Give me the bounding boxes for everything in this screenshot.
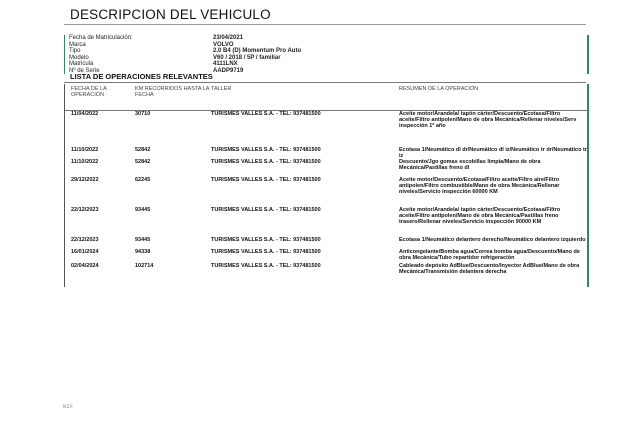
- operation-summary: Aceite motor/Arandela/ tapón cárter/Descuento/Ecotasa/Filtro aceite/Filtro antipolen/Mano de obra Mecánica/Pastillas freno trasero/Rellenar niveles/Servicio inspección 90000 KM: [399, 207, 561, 226]
- operation-km: 93445: [135, 237, 151, 243]
- vehicle-value: AADP9719: [213, 67, 244, 74]
- operation-shop: TURISMES VALLES S.A. - TEL: 937481500: [211, 249, 321, 255]
- table-row: [65, 177, 587, 207]
- column-header-summary: RESUMEN DE LA OPERACIÓN: [399, 86, 479, 92]
- table-row: [65, 159, 587, 177]
- operation-km: 62245: [135, 177, 151, 183]
- operation-date: 22/12/2023: [71, 207, 99, 213]
- operation-shop: TURISMES VALLES S.A. - TEL: 937481500: [211, 177, 321, 183]
- vehicle-value: 4111LNX: [213, 61, 238, 67]
- operation-summary: Ecotasa 1/Neumático delantero derecho/Neumático delantero izquierdo: [399, 237, 586, 243]
- table-body: [65, 111, 587, 287]
- table-row: [65, 111, 587, 147]
- vehicle-value: VOLVO: [213, 41, 234, 48]
- table-row: [65, 237, 587, 249]
- vehicle-details: [64, 35, 589, 74]
- table-row: [65, 249, 587, 263]
- operation-date: 11/04/2022: [71, 111, 99, 117]
- footer-nif: NIF: [63, 404, 74, 410]
- operation-km: 30710: [135, 111, 151, 117]
- operation-km: 93445: [135, 207, 151, 213]
- vehicle-label: Marca: [69, 41, 86, 48]
- vehicle-value: V60 / 2018 / 5P / familiar: [213, 54, 281, 61]
- operation-shop: TURISMES VALLES S.A. - TEL: 937481500: [211, 237, 321, 243]
- table-row: [65, 263, 587, 287]
- operation-date: 11/10/2022: [71, 159, 99, 165]
- operation-summary: Ecotasa 1/Neumático dl dr/Neumático dl iz/Neumático tr dr/Neumático tr iz: [399, 147, 587, 160]
- operation-summary: Aceite motor/Descuento/Ecotasa/Filtro aceite/Filtro aire/Filtro antipolen/Filtro combustible/Mano de obra Mecánica/Rellenar niveles/Servicio inspección 60000 KM: [399, 177, 560, 196]
- table-row: [65, 207, 587, 237]
- vehicle-label: Matricula: [69, 61, 94, 67]
- title-divider: [64, 24, 586, 25]
- operation-shop: TURISMES VALLES S.A. - TEL: 937481500: [211, 147, 321, 153]
- operation-km: 94338: [135, 249, 151, 255]
- vehicle-label: Fecha de Matriculación:: [69, 35, 133, 41]
- section-title: LISTA DE OPERACIONES RELEVANTES: [70, 72, 213, 81]
- operation-summary: Cableado depósito AdBlue/Descuento/Inyector AdBlue/Mano de obra Mecánica/Transmisión delantera derecha: [399, 263, 580, 276]
- page-title: DESCRIPCION DEL VEHICULO: [70, 7, 271, 22]
- operation-summary: Aceite motor/Arandela/ tapón cárter/Descuento/Ecotasa/Filtro aceite/Filtro antipolen/Mano de obra Mecánica/Rellenar niveles/Serv inspección 1º año: [399, 111, 577, 130]
- operation-summary: Descuento/Jgo gomas escobillas limpia/Mano de obra Mecánica/Pastillas freno dl: [399, 159, 541, 172]
- section-divider: [64, 82, 586, 83]
- operation-shop: TURISMES VALLES S.A. - TEL: 937481500: [211, 111, 321, 117]
- vehicle-label: Modelo: [69, 54, 89, 61]
- operation-date: 22/12/2023: [71, 237, 99, 243]
- vehicle-label: Nº de Serie: [69, 67, 100, 74]
- column-header-shop: TALLER: [211, 86, 232, 92]
- table-header: [65, 84, 587, 111]
- operation-shop: TURISMES VALLES S.A. - TEL: 937481500: [211, 207, 321, 213]
- operation-summary: Anticongelante/Bomba agua/Correa bomba agua/Descuento/Mano de obra Mecánica/Tubo repartidor refrigeración: [399, 249, 580, 262]
- operation-date: 29/12/2022: [71, 177, 99, 183]
- operations-table: [64, 84, 589, 287]
- operation-km: 52842: [135, 159, 151, 165]
- operation-date: 16/01/2024: [71, 249, 99, 255]
- column-header-date: FECHA DE LA OPERACIÓN: [71, 86, 107, 98]
- vehicle-value: 23/04/2021: [213, 35, 244, 41]
- vehicle-label: Tipo: [69, 48, 81, 54]
- operation-date: 02/04/2024: [71, 263, 99, 269]
- table-row: [65, 147, 587, 159]
- operation-shop: TURISMES VALLES S.A. - TEL: 937481500: [211, 159, 321, 165]
- operation-date: 11/10/2022: [71, 147, 99, 153]
- vehicle-value: 2.0 B4 (D) Momentum Pro Auto: [213, 48, 302, 54]
- operation-km: 52842: [135, 147, 151, 153]
- operation-shop: TURISMES VALLES S.A. - TEL: 937481500: [211, 263, 321, 269]
- operation-km: 102714: [135, 263, 154, 269]
- column-header-km: KM RECORRIDOS HASTA LA FECHA: [135, 86, 210, 98]
